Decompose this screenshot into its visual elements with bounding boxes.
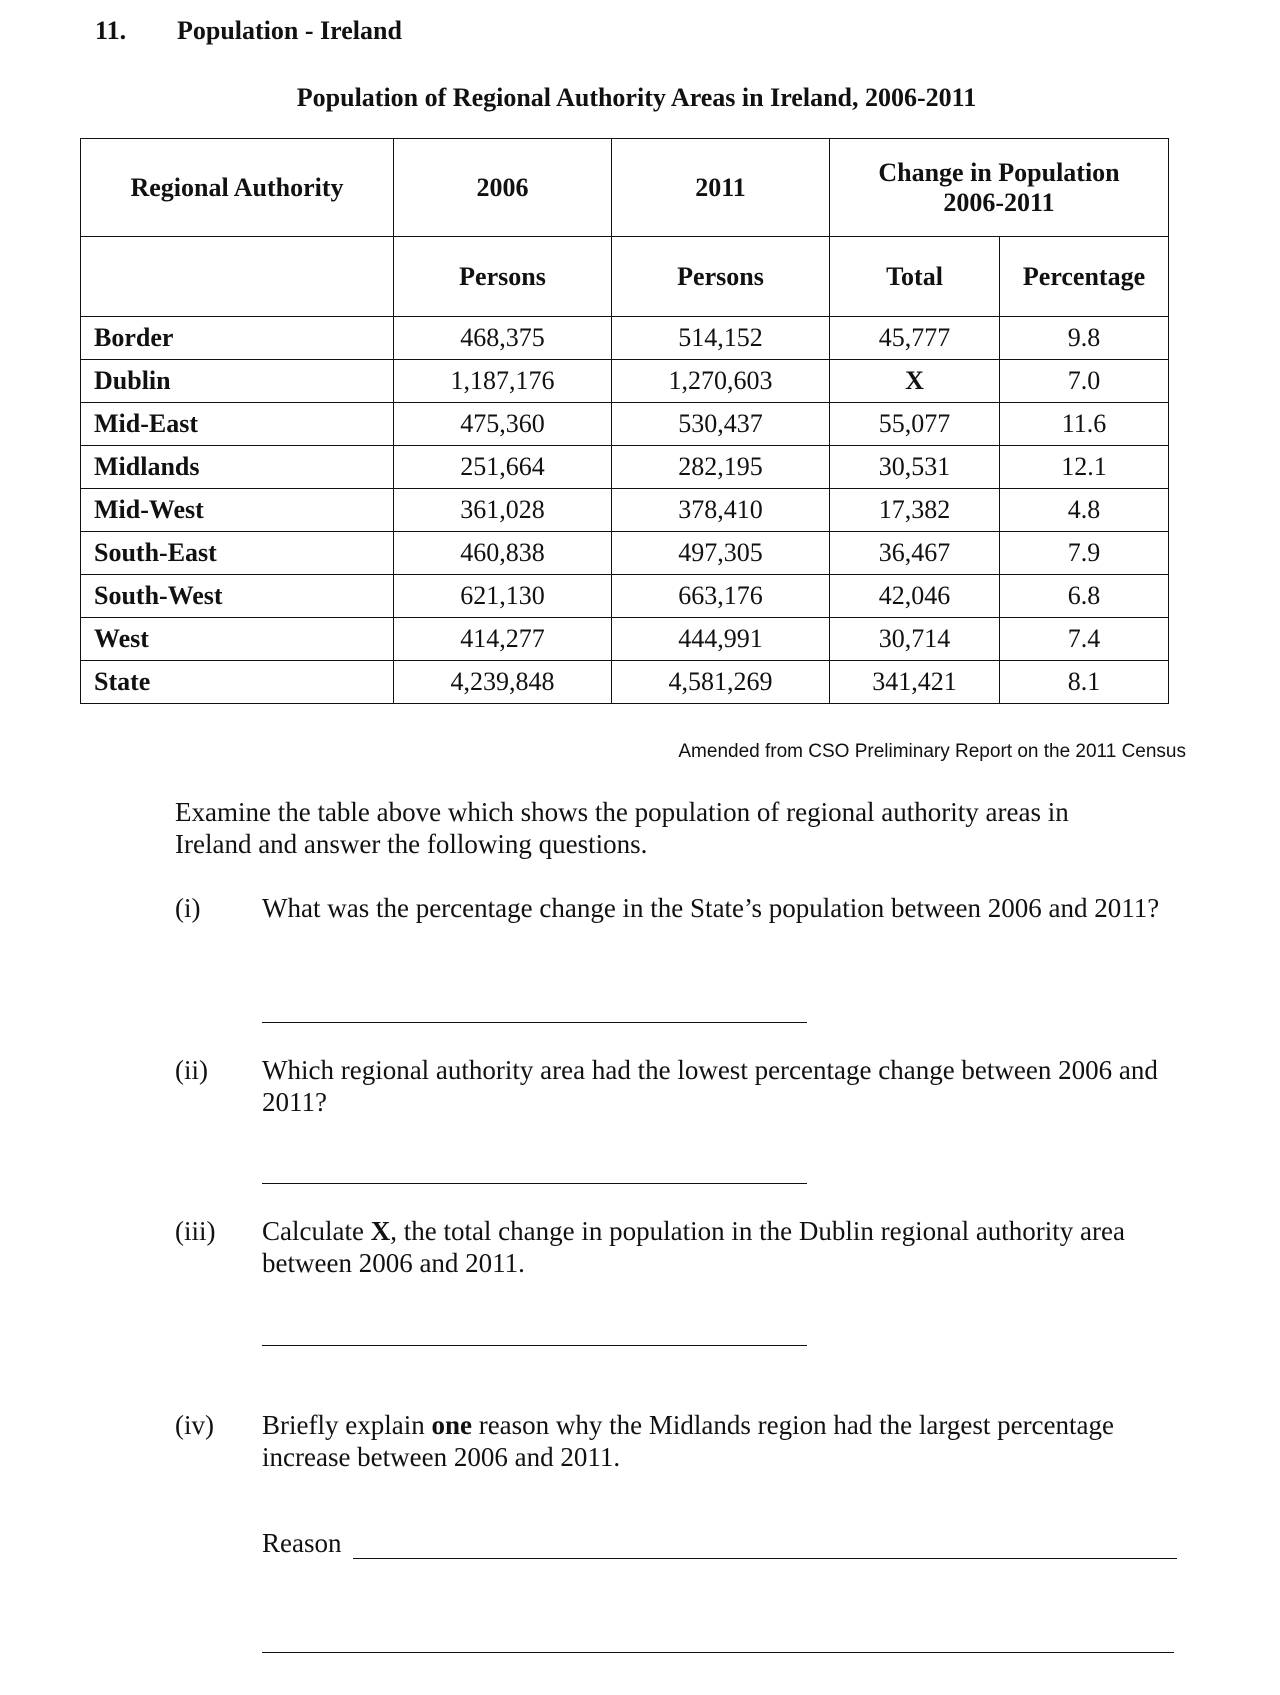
cell-2011: 514,152	[612, 317, 830, 360]
cell-2011: 282,195	[612, 446, 830, 489]
header-change: Change in Population 2006-2011	[830, 139, 1169, 237]
header-2006: 2006	[394, 139, 612, 237]
population-table	[80, 138, 1169, 704]
cell-percentage: 4.8	[1000, 489, 1169, 532]
cell-region: South-West	[81, 575, 394, 618]
table-row	[81, 360, 1169, 403]
table-title: Population of Regional Authority Areas in Ireland, 2006-2011	[296, 83, 977, 112]
answer-line-iii[interactable]	[262, 1345, 807, 1346]
cell-2006: 468,375	[394, 317, 612, 360]
subheader-empty	[81, 237, 394, 317]
cell-2006: 4,239,848	[394, 661, 612, 704]
cell-2006: 414,277	[394, 618, 612, 661]
table-row	[81, 317, 1169, 360]
subheader-persons-2006: Persons	[394, 237, 612, 317]
cell-total: 45,777	[830, 317, 1000, 360]
cell-total: 341,421	[830, 661, 1000, 704]
subheader-persons-2011: Persons	[612, 237, 830, 317]
table-row	[81, 446, 1169, 489]
reason-answer-line[interactable]	[353, 1558, 1177, 1559]
subheader-percentage: Percentage	[1000, 237, 1169, 317]
answer-line-i[interactable]	[262, 1022, 807, 1023]
part-text: What was the percentage change in the State’s population between 2006 and 2011?	[262, 893, 1160, 923]
cell-2006: 251,664	[394, 446, 612, 489]
subheader-total: Total	[830, 237, 1000, 317]
cell-percentage: 7.4	[1000, 618, 1169, 661]
question-header	[95, 16, 402, 46]
cell-percentage: 11.6	[1000, 403, 1169, 446]
cell-region: Midlands	[81, 446, 394, 489]
cell-2006: 621,130	[394, 575, 612, 618]
cell-region: Border	[81, 317, 394, 360]
cell-total: 36,467	[830, 532, 1000, 575]
header-row	[81, 139, 1169, 237]
cell-total: 30,531	[830, 446, 1000, 489]
cell-2011: 4,581,269	[612, 661, 830, 704]
part-label: (ii)	[175, 1055, 208, 1085]
part-text: Calculate X, the total change in population in the Dublin regional authority area between 2006 and 2011.	[262, 1216, 1125, 1278]
table-row	[81, 661, 1169, 704]
question-title: Population - Ireland	[177, 16, 402, 45]
cell-2011: 378,410	[612, 489, 830, 532]
table-row	[81, 403, 1169, 446]
cell-percentage: 7.0	[1000, 360, 1169, 403]
part-text: Which regional authority area had the lowest percentage change between 2006 and 2011?	[262, 1055, 1158, 1117]
cell-total: X	[830, 360, 1000, 403]
part-text: Briefly explain one reason why the Midlands region had the largest percentage increase between 2006 and 2011.	[262, 1410, 1114, 1472]
cell-2006: 361,028	[394, 489, 612, 532]
cell-2006: 460,838	[394, 532, 612, 575]
cell-2011: 530,437	[612, 403, 830, 446]
cell-percentage: 6.8	[1000, 575, 1169, 618]
cell-total: 55,077	[830, 403, 1000, 446]
cell-region: West	[81, 618, 394, 661]
header-2011: 2011	[612, 139, 830, 237]
cell-region: Mid-West	[81, 489, 394, 532]
answer-line-iv-continued[interactable]	[262, 1652, 1174, 1653]
question-number: 11.	[95, 16, 127, 45]
cell-total: 30,714	[830, 618, 1000, 661]
part-label: (iii)	[175, 1216, 216, 1246]
cell-region: State	[81, 661, 394, 704]
cell-percentage: 7.9	[1000, 532, 1169, 575]
cell-2011: 663,176	[612, 575, 830, 618]
cell-total: 17,382	[830, 489, 1000, 532]
part-label: (i)	[175, 893, 201, 923]
table-row	[81, 618, 1169, 661]
reason-label: Reason	[262, 1528, 342, 1558]
answer-line-ii[interactable]	[262, 1183, 807, 1184]
cell-total: 42,046	[830, 575, 1000, 618]
cell-region: South-East	[81, 532, 394, 575]
table-row	[81, 532, 1169, 575]
header-region: Regional Authority	[81, 139, 394, 237]
cell-region: Dublin	[81, 360, 394, 403]
cell-2011: 444,991	[612, 618, 830, 661]
question-part-iv	[175, 1409, 1175, 1473]
cell-2006: 1,187,176	[394, 360, 612, 403]
table-source-note: Amended from CSO Preliminary Report on the 2011 Census	[678, 741, 1186, 762]
table-row	[81, 489, 1169, 532]
table-row	[81, 575, 1169, 618]
question-part-ii	[175, 1054, 1175, 1118]
cell-2011: 497,305	[612, 532, 830, 575]
subheader-row	[81, 237, 1169, 317]
question-part-iii	[175, 1215, 1175, 1279]
intro-text: Examine the table above which shows the population of regional authority areas in Ireland and answer the following questions.	[175, 797, 1069, 859]
cell-2006: 475,360	[394, 403, 612, 446]
cell-percentage: 8.1	[1000, 661, 1169, 704]
cell-percentage: 9.8	[1000, 317, 1169, 360]
question-part-i	[175, 892, 1175, 924]
cell-percentage: 12.1	[1000, 446, 1169, 489]
cell-2011: 1,270,603	[612, 360, 830, 403]
part-label: (iv)	[175, 1410, 214, 1440]
cell-region: Mid-East	[81, 403, 394, 446]
